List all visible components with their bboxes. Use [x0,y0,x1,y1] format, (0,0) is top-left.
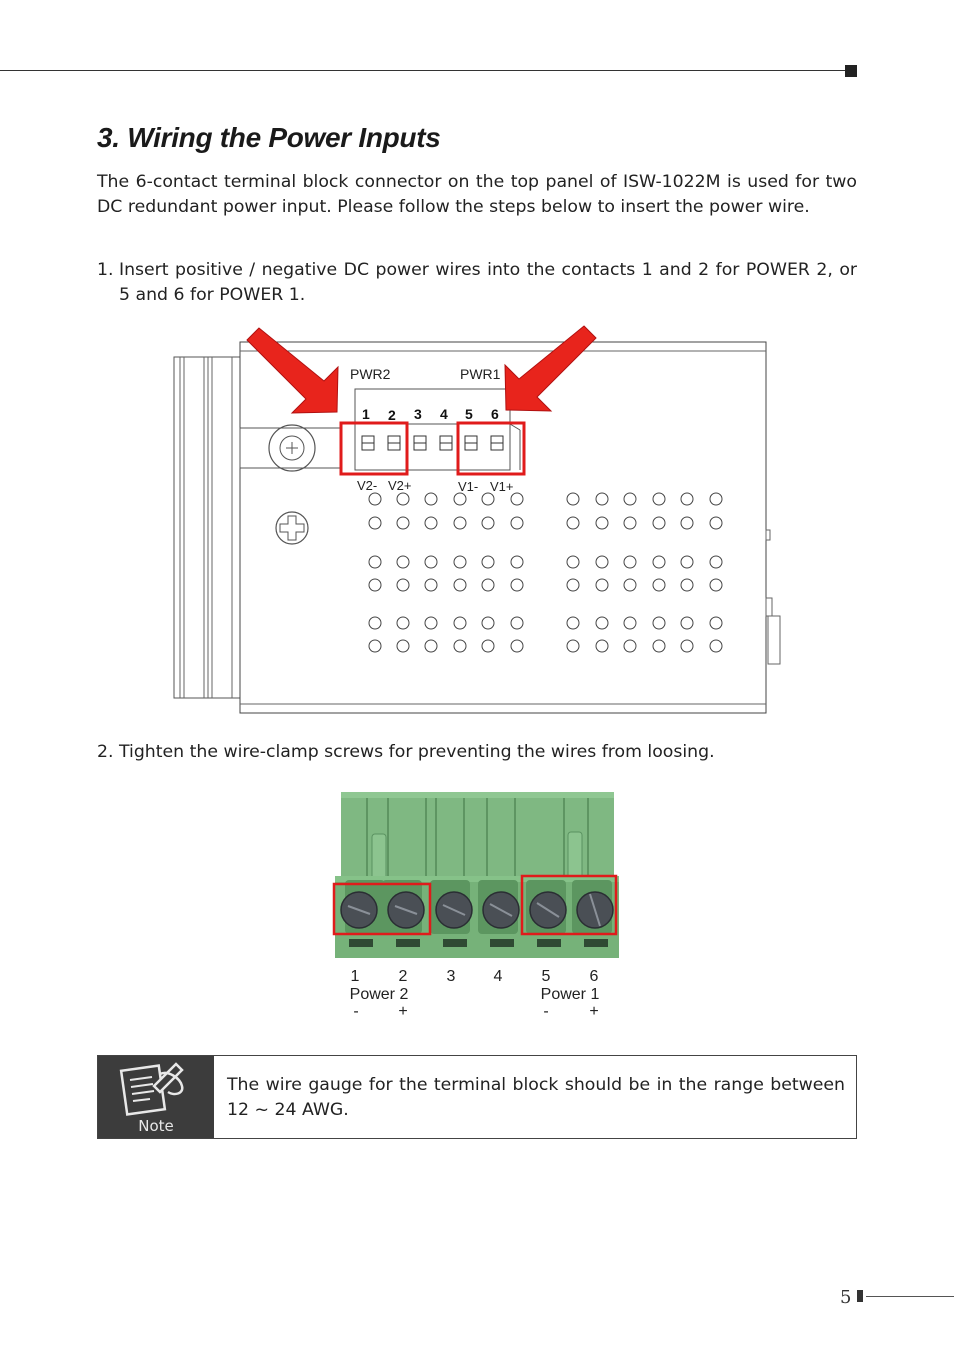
note-label: Note [138,1117,174,1135]
terminal-number: 3 [446,968,456,985]
step-2 [97,740,857,765]
note-pen-icon [98,1056,214,1118]
step-1 [97,258,857,308]
contact-number: 2 [388,407,396,423]
footer-marker [857,1290,863,1302]
v2-minus-label: V2- [357,478,378,493]
top-panel-figure [0,320,954,720]
intro-paragraph: The 6-contact terminal block connector on the top panel of ISW-1022M is used for two DC redundant power input. Please follow the steps below to insert the power wire. [97,172,857,217]
contact-number: 5 [465,406,473,422]
step-text: Insert positive / negative DC power wires into the contacts 1 and 2 for POWER 2, or 5 and 6 for POWER 1. [119,260,857,305]
terminal-number: 1 [350,968,360,985]
contact-number: 1 [362,406,370,422]
terminal-number: 6 [589,968,599,985]
contact-number: 3 [414,406,422,422]
v1-plus-label: V1+ [490,479,514,494]
power2-caption: Power 2 [349,986,409,1003]
step-number: 2. [97,742,114,762]
polarity-plus: + [589,1003,599,1020]
polarity-plus: + [398,1003,408,1020]
polarity-minus: - [543,1003,549,1020]
footer-rule [866,1296,954,1297]
section-title: 3. Wiring the Power Inputs [97,122,441,153]
contact-number: 6 [491,406,499,422]
pwr1-label: PWR1 [460,366,501,382]
step-text: Tighten the wire-clamp screws for preventing the wires from loosing. [119,742,715,762]
terminal-number: 4 [493,968,503,985]
header-rule [0,70,846,71]
contact-number: 4 [440,406,448,422]
terminal-number: 2 [398,968,408,985]
polarity-minus: - [353,1003,359,1020]
header-marker [845,65,857,77]
terminal-connector-figure [320,785,640,1025]
note-sidebar [98,1056,214,1138]
terminal-number: 5 [541,968,551,985]
power1-caption: Power 1 [540,986,600,1003]
v1-minus-label: V1- [458,479,479,494]
pwr2-label: PWR2 [350,366,391,382]
note-box [97,1055,857,1139]
note-text: The wire gauge for the terminal block should be in the range between 12 ~ 24 AWG. [227,1075,845,1120]
v2-plus-label: V2+ [388,478,412,493]
page-number: 5 [840,1287,852,1308]
step-number: 1. [97,260,114,280]
